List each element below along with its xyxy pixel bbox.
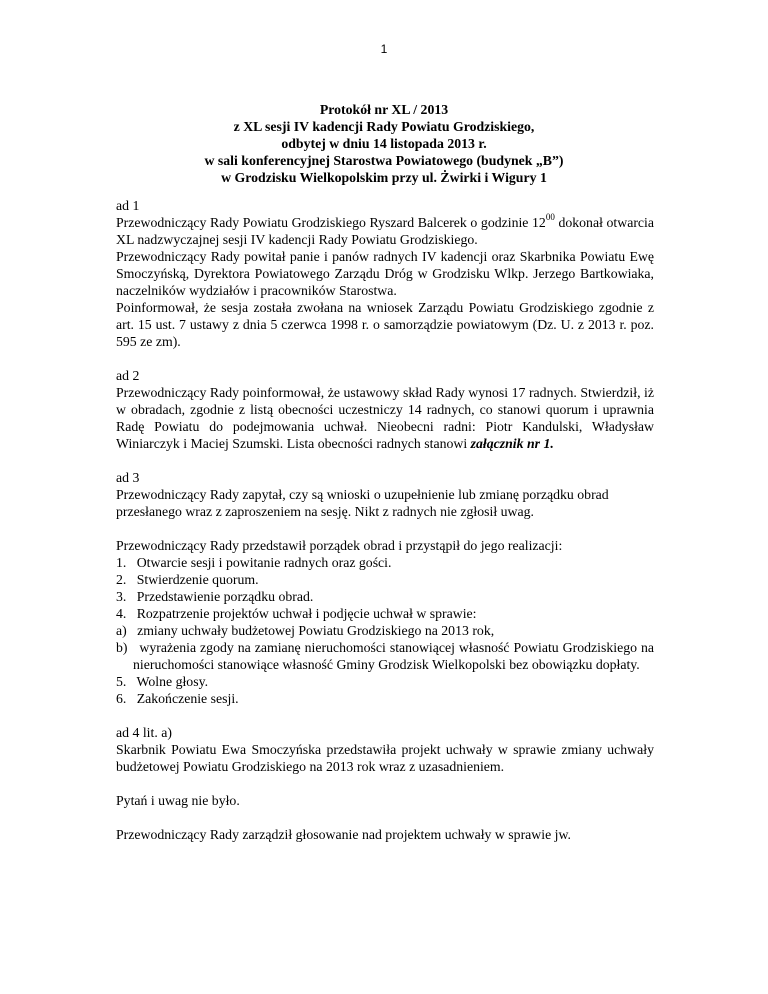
section-heading: ad 2 — [116, 368, 140, 383]
list-item: a) zmiany uchwały budżetowej Powiatu Grodziskiego na 2013 rok, — [116, 623, 495, 638]
list-item: 4. Rozpatrzenie projektów uchwał i podjęcie uchwał w sprawie: — [116, 606, 477, 621]
document-body — [116, 197, 654, 843]
text-span: dokonał otwarcia XL nadzwyczajnej sesji IV kadencji Rady Powiatu Grodziskiego. — [116, 215, 655, 247]
paragraph: Przewodniczący Rady zapytał, czy są wnioski o uzupełnienie lub zmianę porządku obrad przesłanego wraz z zaproszeniem na sesję. Nikt z radnych nie zgłosił uwag. — [116, 487, 609, 519]
paragraph — [116, 384, 654, 452]
list-item: 3. Przedstawienie porządku obrad. — [116, 589, 314, 604]
title-line: w sali konferencyjnej Starostwa Powiatowego (budynek „B”) — [204, 153, 564, 168]
document-title — [100, 101, 668, 186]
superscript: 00 — [545, 212, 555, 222]
agenda-list — [116, 554, 654, 707]
paragraph: Przewodniczący Rady przedstawił porządek obrad i przystąpił do jego realizacji: — [116, 538, 563, 553]
section-heading: ad 3 — [116, 470, 140, 485]
paragraph: Pytań i uwag nie było. — [116, 793, 240, 808]
list-item: 2. Stwierdzenie quorum. — [116, 572, 259, 587]
section-heading: ad 4 lit. a) — [116, 725, 172, 740]
list-item: 6. Zakończenie sesji. — [116, 691, 239, 706]
list-item: b) wyrażenia zgody na zamianę nieruchomości stanowiącej własność Powiatu Grodziskiego na nieruchomości stanowiące własność Gminy Grodzisk Wielkopolski bez obowiązku dopłaty. — [116, 640, 654, 672]
section-heading: ad 1 — [116, 198, 140, 213]
paragraph: Skarbnik Powiatu Ewa Smoczyńska przedstawiła projekt uchwały w sprawie zmiany uchwały budżetowej Powiatu Grodziskiego na 2013 rok wraz z uzasadnieniem. — [116, 742, 654, 774]
attachment-reference: załącznik nr 1. — [470, 436, 554, 451]
title-line: odbytej w dniu 14 listopada 2013 r. — [281, 136, 487, 151]
list-item: 5. Wolne głosy. — [116, 674, 209, 689]
paragraph: Poinformował, że sesja została zwołana na wniosek Zarządu Powiatu Grodziskiego zgodnie z art. 15 ust. 7 ustawy z dnia 5 czerwca 1998 r. o samorządzie powiatowym (Dz. U. z 2013 r. poz. 595 ze zm). — [116, 300, 654, 349]
paragraph — [116, 214, 654, 248]
title-line: w Grodzisku Wielkopolskim przy ul. Żwirki i Wigury 1 — [221, 170, 547, 185]
title-line: Protokół nr XL / 2013 — [319, 102, 449, 117]
title-line: z XL sesji IV kadencji Rady Powiatu Grodziskiego, — [233, 119, 535, 134]
text-span: Przewodniczący Rady poinformował, że ustawowy skład Rady wynosi 17 radnych. Stwierdził, iż w obradach, zgodnie z listą obecności uczestniczy 14 radnych, co stanowi quorum i uprawnia Radę Powiatu do podejmowania uchwał. Nieobecni radni: Piotr Kandulski, Władysław Winiarczyk i Maciej Szumski. Lista obecności radnych stanowi — [116, 385, 654, 451]
list-item: 1. Otwarcie sesji i powitanie radnych oraz gości. — [116, 555, 392, 570]
paragraph: Przewodniczący Rady zarządził głosowanie nad projektem uchwały w sprawie jw. — [116, 827, 572, 842]
text-span: Przewodniczący Rady Powiatu Grodziskiego Ryszard Balcerek o godzinie 12 — [116, 215, 546, 230]
page-number: 1 — [380, 42, 388, 56]
paragraph: Przewodniczący Rady powitał panie i panów radnych IV kadencji oraz Skarbnika Powiatu Ewę Smoczyńską, Dyrektora Powiatowego Zarządu Dróg w Grodzisku Wlkp. Jerzego Bartkowiaka, naczelników wydziałów i pracowników Starostwa. — [116, 249, 654, 298]
